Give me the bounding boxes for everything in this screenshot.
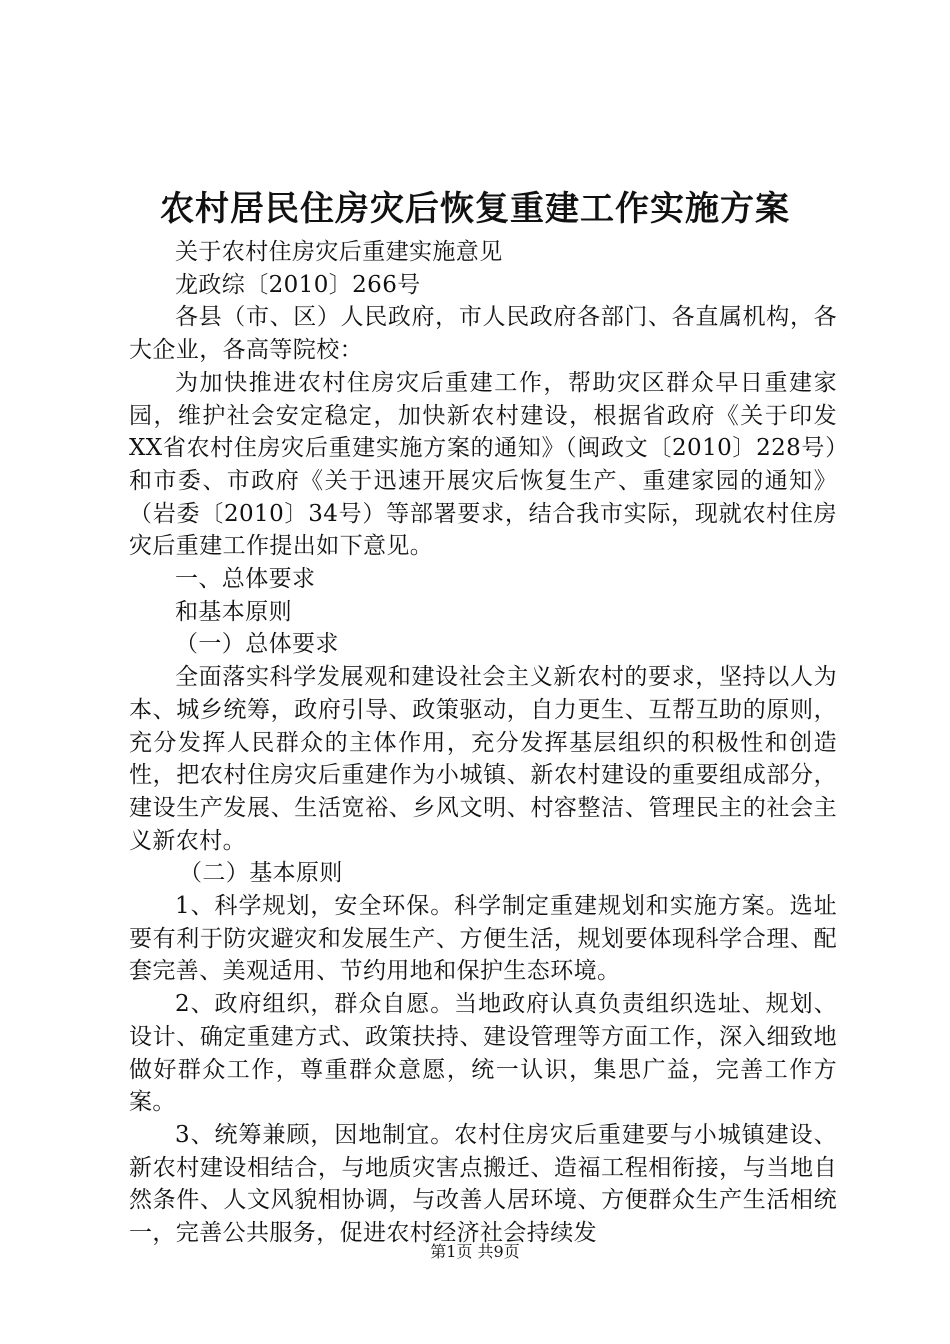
- intro-paragraph: 为加快推进农村住房灾后重建工作，帮助灾区群众早日重建家园，维护社会安定稳定，加快新农村建设，根据省政府《关于印发XX省农村住房灾后重建实施方案的通知》（闽政文〔2010〕228号）和市委、市政府《关于迅速开展灾后恢复生产、重建家园的通知》（岩委〔2010〕34号）等部署要求，结合我市实际，现就农村住房灾后重建工作提出如下意见。: [129, 369, 837, 560]
- subtitle-paragraph: 关于农村住房灾后重建实施意见: [175, 239, 503, 265]
- principle-paragraph-3: 3、统筹兼顾，因地制宜。农村住房灾后重建要与小城镇建设、新农村建设相结合，与地质灾害点搬迁、造福工程相衔接，与当地自然条件、人文风貌相协调，与改善人居环境、方便群众生产生活相统一，完善公共服务，促进农村经济社会持续发: [129, 1121, 837, 1247]
- principle-paragraph-1: 1、科学规划，安全环保。科学制定重建规划和实施方案。选址要有利于防灾避灾和发展生产、方便生活，规划要体现科学合理、配套完善、美观适用、节约用地和保护生态环境。: [129, 893, 837, 985]
- document-body: [129, 236, 837, 1250]
- overall-requirement-paragraph: 全面落实科学发展观和建设社会主义新农村的要求，坚持以人为本、城乡统筹，政府引导、政策驱动，自力更生、互帮互助的原则，充分发挥人民群众的主体作用，充分发挥基层组织的积极性和创造性，把农村住房灾后重建作为小城镇、新农村建设的重要组成部分，建设生产发展、生活宽裕、乡风文明、村容整洁、管理民主的社会主义新农村。: [129, 664, 837, 854]
- principle-paragraph-2: 2、政府组织，群众自愿。当地政府认真负责组织选址、规划、设计、确定重建方式、政策扶持、建设管理等方面工作，深入细致地做好群众工作，尊重群众意愿，统一认识，集思广益，完善工作方案。: [129, 991, 837, 1116]
- document-title: 农村居民住房灾后恢复重建工作实施方案: [160, 189, 790, 229]
- subsection-heading-1: （一）总体要求: [175, 631, 339, 658]
- section-heading-1-continued: 和基本原则: [175, 598, 292, 625]
- section-heading-1: 一、总体要求: [175, 566, 316, 593]
- document-number-paragraph: 龙政综〔2010〕266号: [175, 271, 421, 298]
- subsection-heading-2: （二）基本原则: [179, 860, 343, 887]
- page-footer: 第1页 共9页: [430, 1242, 520, 1261]
- addressee-paragraph: 各县（市、区）人民政府，市人民政府各部门、各直属机构，各大企业，各高等院校：: [129, 304, 837, 364]
